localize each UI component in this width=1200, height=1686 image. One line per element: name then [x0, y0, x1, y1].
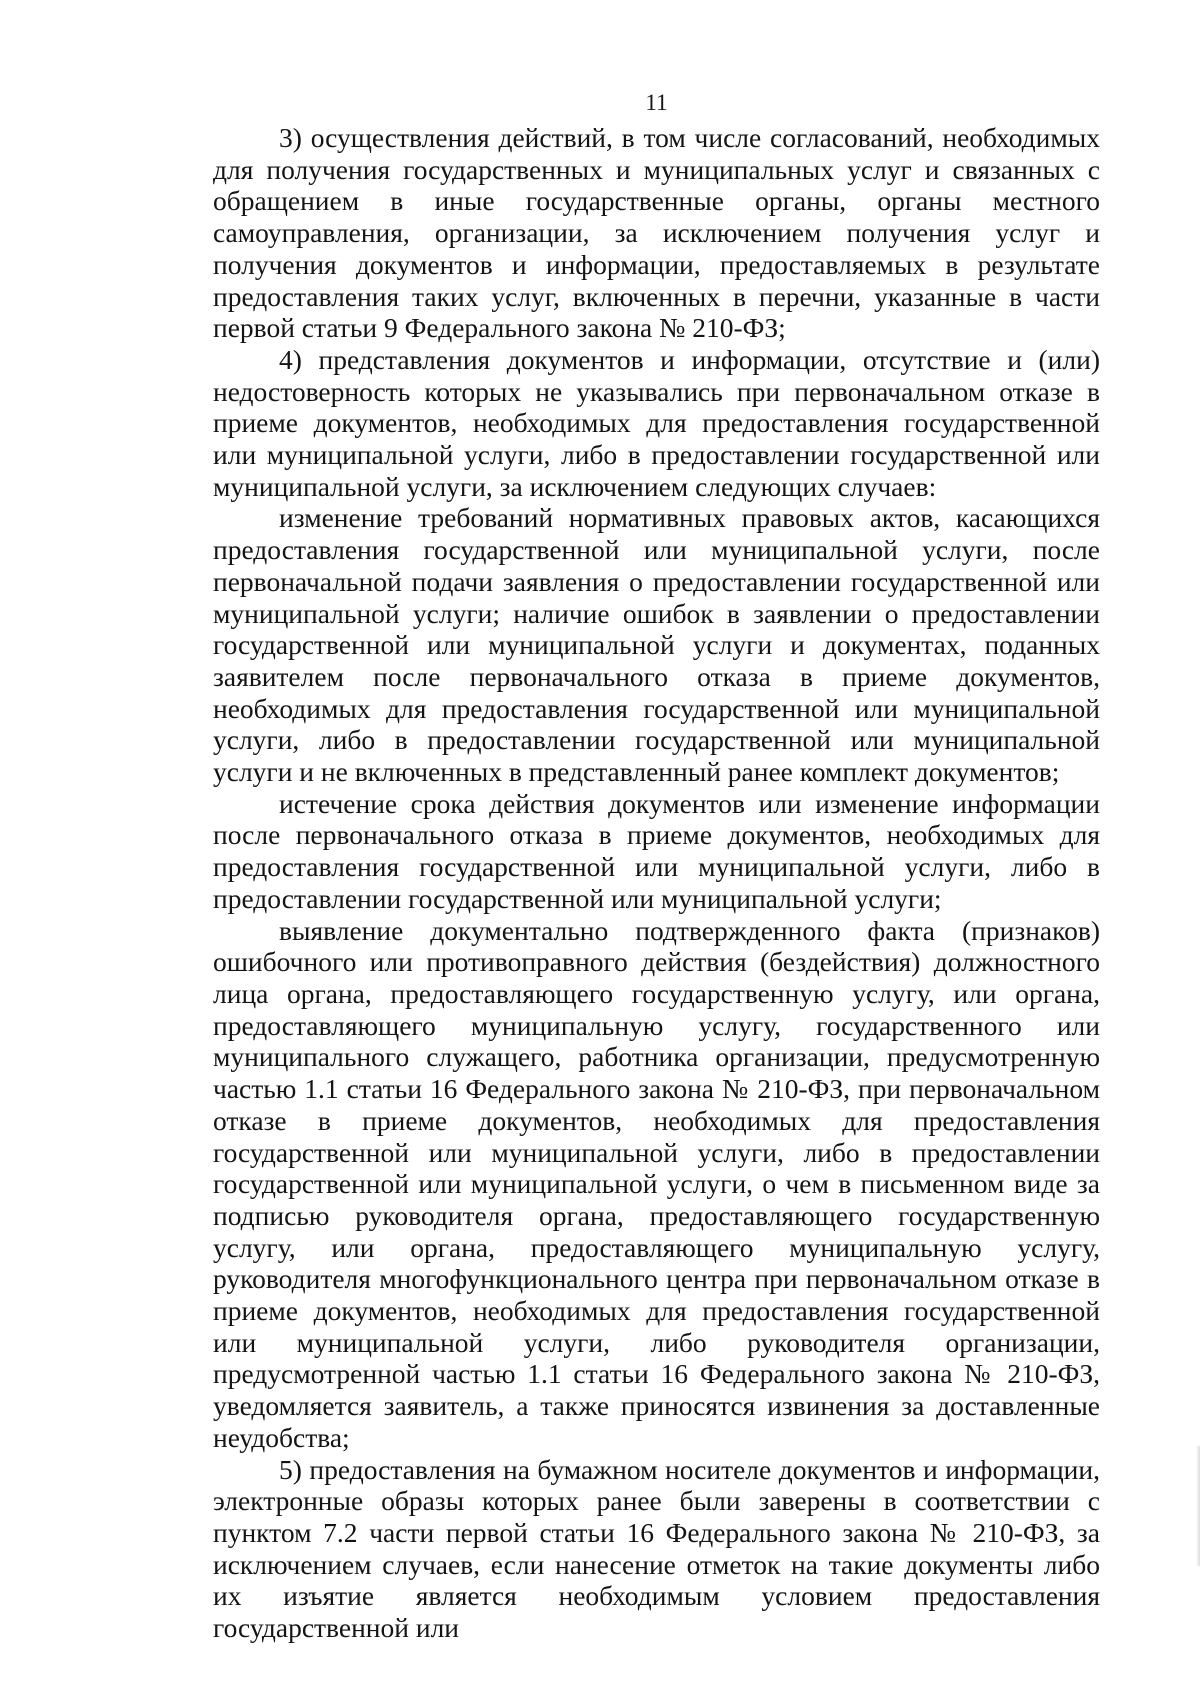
paragraph-item-3: 3) осуществления действий, в том числе согласований, необходимых для получения государственных и муниципальных услуг и связанных с обращением в иные государственные органы, органы местного самоуправления, организации, за исключением получения услуг и получения документов и информации, предоставляемых в результате предоставления таких услуг, включенных в перечни, указанные в части первой статьи 9 Федерального закона № 210-ФЗ;: [213, 122, 1100, 344]
document-page: [213, 88, 1100, 1644]
paragraph-exception-error-detected: выявление документально подтвержденного факта (признаков) ошибочного или противоправного действия (бездействия) должностного лица органа, предоставляющего государственную услугу, или органа, предоставляющего муниципальную услугу, государственного или муниципального служащего, работника организации, предусмотренную частью 1.1 статьи 16 Федерального закона № 210-ФЗ, при первоначальном отказе в приеме документов, необходимых для предоставления государственной или муниципальной услуги, либо в предоставлении государственной или муниципальной услуги, о чем в письменном виде за подписью руководителя органа, предоставляющего государственную услугу, или органа, предоставляющего муниципальную услугу, руководителя многофункционального центра при первоначальном отказе в приеме документов, необходимых для предоставления государственной или муниципальной услуги, либо руководителя организации, предусмотренной частью 1.1 статьи 16 Федерального закона № 210-ФЗ, уведомляется заявитель, а также приносятся извинения за доставленные неудобства;: [213, 914, 1100, 1453]
paragraph-item-5: 5) предоставления на бумажном носителе документов и информации, электронные образы которых ранее были заверены в соответствии с пунктом 7.2 части первой статьи 16 Федерального закона № 210-ФЗ, за исключением случаев, если нанесение отметок на такие документы либо их изъятие является необходимым условием предоставления государственной или: [213, 1453, 1100, 1644]
paragraph-exception-requirements-change: изменение требований нормативных правовых актов, касающихся предоставления государственной или муниципальной услуги, после первоначальной подачи заявления о предоставлении государственной или муниципальной услуги; наличие ошибок в заявлении о предоставлении государственной или муниципальной услуги и документах, поданных заявителем после первоначального отказа в приеме документов, необходимых для предоставления государственной или муниципальной услуги, либо в предоставлении государственной или муниципальной услуги и не включенных в представленный ранее комплект документов;: [213, 502, 1100, 788]
paragraph-item-4: 4) представления документов и информации, отсутствие и (или) недостоверность которых не указывались при первоначальном отказе в приеме документов, необходимых для предоставления государственной или муниципальной услуги, либо в предоставлении государственной или муниципальной услуги, за исключением следующих случаев:: [213, 343, 1100, 502]
scan-edge-shadow: [1196, 1446, 1200, 1566]
paragraph-exception-expiry: истечение срока действия документов или изменение информации после первоначального отказа в приеме документов, необходимых для предоставления государственной или муниципальной услуги, либо в предоставлении государственной или муниципальной услуги;: [213, 787, 1100, 914]
page-number: 11: [645, 90, 668, 115]
